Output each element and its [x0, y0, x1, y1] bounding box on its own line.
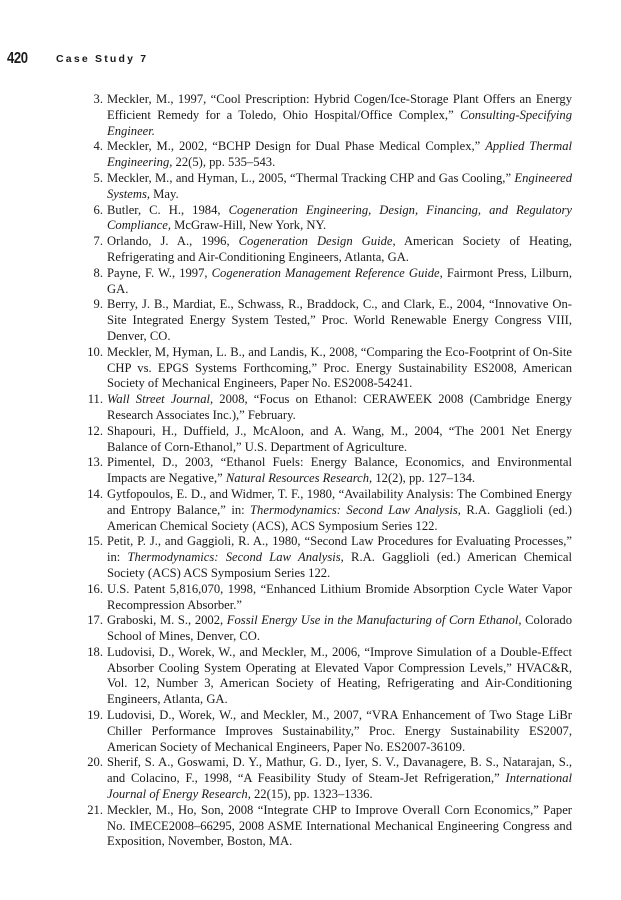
reference-text: Meckler, M, Hyman, L. B., and Landis, K., 2008, “Comparing the Eco-Footprint of On-Site CHP vs. EPGS Systems Forthcoming,” Proc. Energy Sustainability ES2008, American Society of Mechanical Engineers, Paper No. ES2008-54241.: [107, 344, 572, 391]
reference-text: Butler, C. H., 1984,: [107, 202, 229, 217]
page-number: 420: [7, 50, 28, 67]
reference-number: 15.: [87, 534, 103, 549]
reference-item: [82, 645, 572, 708]
reference-italic-text: Cogeneration Engineering, Design, Financing, and Regulatory Compliance,: [107, 202, 573, 233]
reference-italic-text: Thermodynamics: Second Law Analysis,: [250, 502, 461, 517]
reference-item: [82, 424, 572, 456]
reference-item: [82, 392, 572, 424]
reference-text: 2008, “Focus on Ethanol: CERAWEEK 2008 (Cambridge Energy Research Associates Inc.),” February.: [107, 392, 572, 422]
reference-text: Colorado School of Mines, Denver, CO.: [107, 613, 572, 644]
reference-text: U.S. Patent 5,816,070, 1998, “Enhanced Lithium Bromide Absorption Cycle Water Vapor Recompression Absorber.”: [107, 581, 572, 612]
reference-number: 14.: [87, 486, 103, 501]
reference-item: [82, 345, 572, 392]
reference-item: [82, 203, 572, 235]
reference-italic-text: Cogeneration Design Guide,: [238, 234, 396, 249]
reference-item: [82, 708, 572, 755]
page-header: [0, 50, 621, 72]
reference-item: [82, 266, 572, 298]
reference-item: [82, 92, 572, 139]
reference-text: Ludovisi, D., Worek, W., and Meckler, M., 2006, “Improve Simulation of a Double-Effect Absorber Cooling System Operating at Elevated Vapor Compression Levels,” HVAC&R, Vol. 12, Number 3, American Society of Heating, Refrigerating and Air-Conditioning Engineers, Atlanta, GA.: [107, 644, 572, 707]
reference-italic-text: Natural Resources Research,: [225, 471, 373, 486]
reference-text: 22(5), pp. 535–543.: [172, 155, 276, 170]
reference-number: 16.: [87, 581, 103, 596]
reference-item: [82, 755, 572, 802]
reference-italic-text: Consulting-Specifying Engineer.: [107, 107, 572, 138]
reference-number: 12.: [87, 423, 103, 438]
reference-text: Meckler, M., 1997, “Cool Prescription: Hybrid Cogen/Ice-Storage Plant Offers an Energy Efficient Remedy for a Toledo, Ohio Hospital/Office Complex,”: [107, 92, 572, 122]
reference-item: [82, 534, 572, 581]
reference-text: Berry, J. B., Mardiat, E., Schwass, R., Braddock, C., and Clark, E., 2004, “Innovative On-Site Integrated Energy System Tested,” Proc. World Renewable Energy Congress VIII, Denver, CO.: [107, 297, 572, 343]
reference-text: Meckler, M., and Hyman, L., 2005, “Thermal Tracking CHP and Gas Cooling,”: [107, 170, 515, 185]
reference-text: R.A. Gagglioli (ed.) American Chemical Society (ACS), ACS Symposium Series 122.: [107, 502, 572, 533]
reference-number: 8.: [93, 265, 103, 280]
reference-text: May.: [150, 186, 179, 201]
reference-text: Meckler, M., Ho, Son, 2008 “Integrate CHP to Improve Overall Corn Economics,” Paper No. IMECE2008–66295, 2008 ASME International Mechanical Engineering Congress and Exposition, November, Boston, MA.: [107, 802, 572, 849]
reference-text: Meckler, M., 2002, “BCHP Design for Dual Phase Medical Complex,”: [107, 139, 486, 154]
reference-italic-text: Cogeneration Management Reference Guide,: [211, 265, 443, 280]
reference-number: 19.: [87, 708, 103, 723]
reference-item: [82, 297, 572, 344]
reference-item: [82, 487, 572, 534]
reference-number: 11.: [87, 392, 103, 407]
reference-item: [82, 139, 572, 171]
reference-number: 9.: [93, 297, 103, 312]
reference-text: American Society of Heating, Refrigerating and Air-Conditioning Engineers, Atlanta, GA.: [107, 234, 572, 264]
reference-italic-text: Applied Thermal Engineering,: [107, 139, 572, 170]
reference-text: Graboski, M. S., 2002,: [107, 613, 227, 628]
reference-text: 12(2), pp. 127–134.: [372, 471, 476, 486]
reference-italic-text: Fossil Energy Use in the Manufacturing of Corn Ethanol,: [226, 613, 522, 628]
reference-number: 4.: [93, 139, 103, 154]
reference-text: R.A. Gagglioli (ed.) American Chemical Society (ACS) ACS Symposium Series 122.: [107, 550, 572, 580]
reference-italic-text: Engineered Systems,: [107, 170, 572, 201]
running-title: Case Study 7: [56, 53, 149, 65]
reference-number: 10.: [87, 344, 103, 359]
reference-number: 17.: [87, 613, 103, 628]
reference-item: [82, 171, 572, 203]
reference-text: Fairmont Press, Lilburn, GA.: [107, 265, 572, 296]
reference-text: Pimentel, D., 2003, “Ethanol Fuels: Energy Balance, Economics, and Environmental Impacts are Negative,”: [107, 455, 572, 486]
reference-number: 7.: [93, 234, 103, 249]
reference-list: [82, 92, 572, 850]
reference-italic-text: International Journal of Energy Research,: [107, 771, 572, 802]
reference-text: Ludovisi, D., Worek, W., and Meckler, M., 2007, “VRA Enhancement of Two Stage LiBr Chiller Performance Improves Sustainability,” Proc. Energy Sustainability ES2007, American Society of Mechanical Engineers, Paper No. ES2007-36109.: [107, 708, 572, 754]
reference-item: [82, 455, 572, 487]
reference-number: 20.: [87, 755, 103, 770]
reference-number: 18.: [87, 644, 103, 659]
reference-number: 13.: [87, 455, 103, 470]
reference-text: Petit, P. J., and Gaggioli, R. A., 1980, “Second Law Procedures for Evaluating Processes,” in:: [107, 534, 572, 565]
reference-text: Sherif, S. A., Goswami, D. Y., Mathur, G. D., Iyer, S. V., Davanagere, B. S., Natarajan, S., and Colacino, F., 1998, “A Feasibility Study of Steam-Jet Refrigeration,”: [107, 755, 572, 786]
reference-text: Payne, F. W., 1997,: [107, 265, 212, 280]
reference-number: 6.: [93, 202, 103, 217]
reference-item: [82, 803, 572, 850]
reference-text: Orlando, J. A., 1996,: [107, 234, 239, 249]
reference-italic-text: Thermodynamics: Second Law Analysis,: [127, 550, 344, 565]
reference-text: McGraw-Hill, New York, NY.: [171, 218, 327, 233]
reference-text: Gytfopoulos, E. D., and Widmer, T. F., 1980, “Availability Analysis: The Combined Energy and Entropy Balance,” in:: [107, 486, 572, 517]
reference-number: 3.: [93, 92, 103, 106]
reference-italic-text: Wall Street Journal,: [107, 392, 214, 407]
reference-number: 21.: [87, 802, 103, 817]
reference-item: [82, 613, 572, 645]
reference-text: Shapouri, H., Duffield, J., McAloon, and A. Wang, M., 2004, “The 2001 Net Energy Balance of Corn-Ethanol,” U.S. Department of Agriculture.: [107, 423, 572, 454]
reference-text: 22(15), pp. 1323–1336.: [250, 787, 373, 802]
reference-item: [82, 582, 572, 614]
reference-item: [82, 234, 572, 266]
reference-number: 5.: [93, 170, 103, 185]
